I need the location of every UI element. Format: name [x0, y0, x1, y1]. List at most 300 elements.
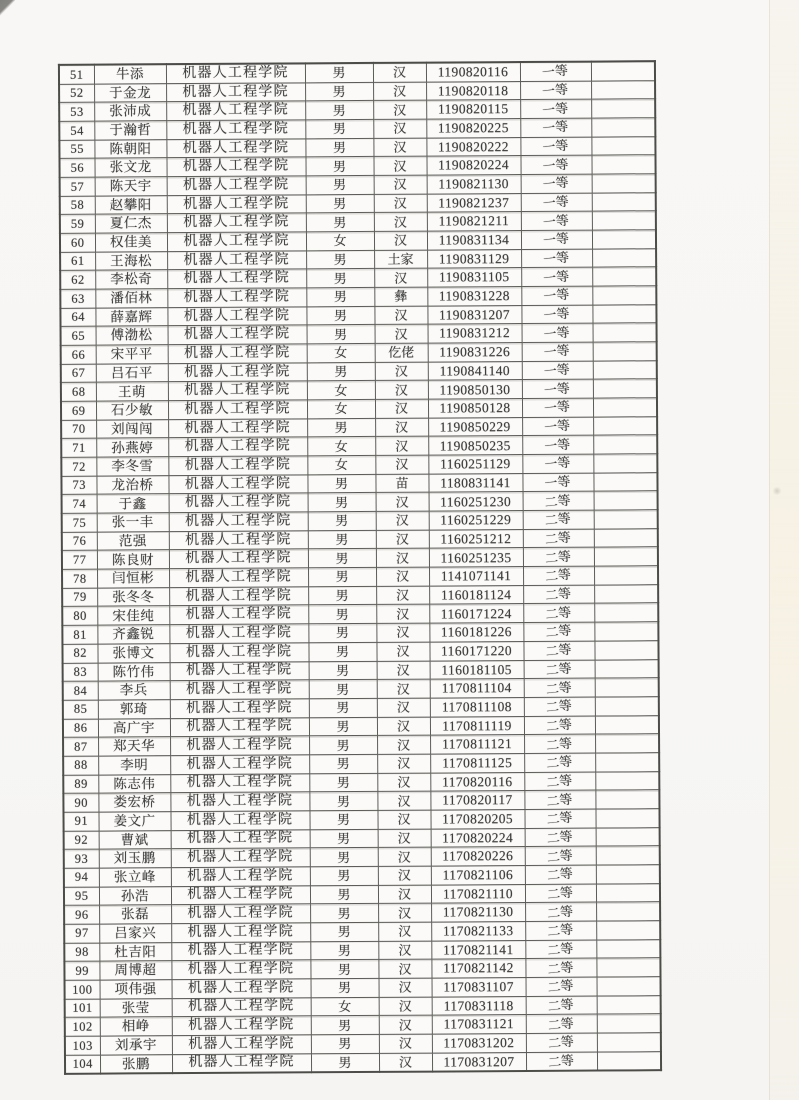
cell-student-id: 1160251235 — [429, 548, 523, 567]
cell-college: 机器人工程学院 — [171, 885, 310, 905]
cell-college: 机器人工程学院 — [168, 363, 307, 383]
cell-blank — [597, 995, 661, 1014]
cell-award-level: 二等 — [524, 753, 595, 772]
cell-college: 机器人工程学院 — [169, 493, 308, 513]
cell-ethnicity: 汉 — [373, 138, 426, 157]
cell-award-level: 二等 — [523, 566, 594, 585]
cell-row-number: 93 — [64, 849, 99, 868]
cell-blank — [594, 603, 658, 622]
cell-gender: 男 — [306, 175, 374, 194]
cell-college: 机器人工程学院 — [166, 101, 305, 121]
cell-award-level: 二等 — [526, 996, 597, 1015]
cell-student-id: 1190821237 — [427, 193, 521, 212]
cell-student-name: 潘佰林 — [95, 289, 167, 308]
cell-college: 机器人工程学院 — [170, 755, 309, 775]
cell-student-name: 刘玉鹏 — [99, 849, 171, 868]
cell-ethnicity: 汉 — [378, 829, 431, 848]
cell-row-number: 90 — [63, 793, 98, 812]
cell-gender: 男 — [311, 1034, 379, 1053]
cell-student-id: 1160181226 — [429, 623, 523, 642]
cell-student-name: 张一丰 — [97, 513, 169, 532]
cell-blank — [595, 809, 659, 828]
cell-student-name: 王萌 — [96, 382, 168, 401]
cell-student-id: 1190850235 — [428, 436, 522, 455]
cell-college: 机器人工程学院 — [168, 400, 307, 420]
cell-ethnicity: 汉 — [378, 922, 431, 941]
cell-gender: 女 — [307, 381, 375, 400]
cell-college: 机器人工程学院 — [172, 1035, 311, 1055]
cell-student-name: 陈天宇 — [95, 177, 167, 196]
cell-college: 机器人工程学院 — [169, 512, 308, 532]
cell-college: 机器人工程学院 — [170, 792, 309, 812]
cell-blank — [597, 977, 661, 996]
cell-student-name: 孙浩 — [99, 886, 171, 905]
cell-gender: 男 — [309, 661, 377, 680]
cell-row-number: 73 — [61, 476, 96, 495]
cell-student-name: 郭琦 — [98, 700, 170, 719]
cell-college: 机器人工程学院 — [172, 1053, 311, 1073]
cell-ethnicity: 汉 — [375, 455, 428, 474]
cell-row-number: 87 — [63, 737, 98, 756]
cell-blank — [595, 659, 659, 678]
cell-award-level: 一等 — [521, 174, 592, 193]
scan-corner-artifact — [0, 0, 15, 16]
cell-blank — [592, 267, 656, 286]
cell-award-level: 一等 — [521, 267, 592, 286]
cell-student-name: 张沛成 — [94, 102, 166, 121]
cell-gender: 男 — [309, 717, 377, 736]
cell-student-id: 1190831134 — [427, 231, 521, 250]
cell-award-level: 一等 — [520, 155, 591, 174]
cell-student-name: 王海松 — [95, 251, 167, 270]
cell-gender: 男 — [307, 325, 375, 344]
cell-award-level: 二等 — [524, 660, 595, 679]
cell-blank — [596, 883, 660, 902]
cell-student-name: 高广宇 — [98, 718, 170, 737]
cell-gender: 女 — [307, 343, 375, 362]
cell-ethnicity: 汉 — [376, 549, 429, 568]
cell-row-number: 66 — [61, 345, 96, 364]
cell-student-id: 1190831105 — [427, 268, 521, 287]
cell-blank — [596, 846, 660, 865]
cell-gender: 男 — [307, 362, 375, 381]
cell-college: 机器人工程学院 — [168, 325, 307, 345]
cell-student-id: 1170820117 — [430, 791, 524, 810]
cell-student-name: 赵攀阳 — [95, 195, 167, 214]
cell-student-id: 1170811121 — [430, 735, 524, 754]
cell-blank — [595, 697, 659, 716]
cell-student-name: 陈志伟 — [98, 774, 170, 793]
cell-blank — [593, 472, 657, 491]
cell-student-name: 宋佳纯 — [97, 606, 169, 625]
cell-row-number: 94 — [64, 868, 99, 887]
cell-gender: 男 — [309, 810, 377, 829]
cell-gender: 男 — [307, 418, 375, 437]
cell-blank — [591, 80, 655, 99]
cell-college: 机器人工程学院 — [167, 213, 306, 233]
cell-blank — [594, 528, 658, 547]
cell-gender: 男 — [305, 82, 373, 101]
student-award-table — [58, 60, 662, 1075]
cell-ethnicity: 汉 — [378, 941, 431, 960]
cell-ethnicity: 汉 — [374, 194, 427, 213]
cell-college: 机器人工程学院 — [171, 960, 310, 980]
cell-student-name: 曹斌 — [99, 830, 171, 849]
cell-ethnicity: 汉 — [374, 175, 427, 194]
cell-gender: 女 — [307, 399, 375, 418]
cell-blank — [594, 566, 658, 585]
cell-college: 机器人工程学院 — [166, 139, 305, 159]
cell-row-number: 99 — [64, 961, 99, 980]
cell-gender: 男 — [308, 530, 376, 549]
cell-student-id: 1190850229 — [428, 417, 522, 436]
cell-college: 机器人工程学院 — [167, 195, 306, 215]
cell-blank — [594, 510, 658, 529]
cell-row-number: 69 — [61, 401, 96, 420]
cell-gender: 女 — [307, 437, 375, 456]
cell-student-name: 张冬冬 — [97, 587, 169, 606]
cell-row-number: 100 — [65, 980, 100, 999]
cell-college: 机器人工程学院 — [170, 661, 309, 681]
cell-row-number: 68 — [61, 383, 96, 402]
cell-row-number: 53 — [59, 102, 94, 121]
cell-student-name: 龙治桥 — [96, 475, 168, 494]
cell-college: 机器人工程学院 — [170, 717, 309, 737]
cell-ethnicity: 苗 — [375, 474, 428, 493]
cell-ethnicity: 汉 — [375, 399, 428, 418]
cell-student-id: 1190820222 — [426, 137, 520, 156]
cell-blank — [593, 416, 657, 435]
cell-student-id: 1170821110 — [431, 884, 525, 903]
cell-blank — [592, 304, 656, 323]
cell-row-number: 98 — [64, 943, 99, 962]
cell-blank — [591, 61, 655, 81]
cell-blank — [592, 248, 656, 267]
cell-gender: 男 — [310, 922, 378, 941]
cell-award-level: 一等 — [522, 473, 593, 492]
cell-gender: 男 — [308, 568, 376, 587]
cell-gender: 男 — [309, 698, 377, 717]
cell-college: 机器人工程学院 — [166, 157, 305, 177]
cell-student-name: 范强 — [97, 531, 169, 550]
cell-award-level: 一等 — [521, 211, 592, 230]
cell-student-name: 张莹 — [100, 998, 172, 1017]
cell-ethnicity: 汉 — [373, 82, 426, 101]
cell-student-name: 杜吉阳 — [99, 942, 171, 961]
cell-row-number: 83 — [63, 663, 98, 682]
cell-row-number: 51 — [59, 65, 94, 84]
cell-gender: 男 — [310, 960, 378, 979]
cell-award-level: 二等 — [523, 548, 594, 567]
cell-row-number: 65 — [61, 327, 96, 346]
cell-student-id: 1160171224 — [429, 604, 523, 623]
cell-ethnicity: 土家 — [374, 250, 427, 269]
cell-ethnicity: 彝 — [374, 287, 427, 306]
cell-ethnicity: 汉 — [376, 605, 429, 624]
cell-row-number: 78 — [62, 569, 97, 588]
cell-award-level: 二等 — [524, 772, 595, 791]
cell-ethnicity: 汉 — [378, 847, 431, 866]
cell-ethnicity: 仡佬 — [375, 343, 428, 362]
cell-row-number: 60 — [60, 233, 95, 252]
cell-ethnicity: 汉 — [377, 661, 430, 680]
cell-row-number: 59 — [60, 214, 95, 233]
cell-blank — [594, 547, 658, 566]
cell-gender: 男 — [308, 549, 376, 568]
cell-college: 机器人工程学院 — [168, 344, 307, 364]
cell-ethnicity: 汉 — [376, 493, 429, 512]
cell-college: 机器人工程学院 — [171, 848, 310, 868]
cell-award-level: 一等 — [520, 99, 591, 118]
cell-student-name: 张磊 — [99, 905, 171, 924]
cell-award-level: 二等 — [526, 1014, 597, 1033]
cell-student-name: 夏仁杰 — [95, 214, 167, 233]
cell-ethnicity: 汉 — [377, 773, 430, 792]
cell-award-level: 二等 — [525, 884, 596, 903]
cell-row-number: 97 — [64, 924, 99, 943]
cell-blank — [594, 584, 658, 603]
cell-blank — [595, 771, 659, 790]
cell-college: 机器人工程学院 — [170, 699, 309, 719]
cell-ethnicity: 汉 — [378, 959, 431, 978]
cell-ethnicity: 汉 — [373, 156, 426, 175]
cell-ethnicity: 汉 — [376, 642, 429, 661]
cell-row-number: 63 — [60, 289, 95, 308]
cell-gender: 女 — [306, 231, 374, 250]
cell-ethnicity: 汉 — [376, 586, 429, 605]
cell-ethnicity: 汉 — [374, 231, 427, 250]
cell-college: 机器人工程学院 — [167, 232, 306, 252]
cell-gender: 女 — [311, 997, 379, 1016]
cell-college: 机器人工程学院 — [167, 288, 306, 308]
cell-award-level: 二等 — [524, 716, 595, 735]
cell-student-id: 1180831141 — [428, 473, 522, 492]
cell-award-level: 二等 — [525, 865, 596, 884]
cell-college: 机器人工程学院 — [166, 82, 305, 102]
cell-award-level: 二等 — [524, 697, 595, 716]
cell-row-number: 102 — [65, 1017, 100, 1036]
cell-blank — [593, 454, 657, 473]
cell-gender: 男 — [305, 157, 373, 176]
cell-award-level: 二等 — [523, 492, 594, 511]
cell-ethnicity: 汉 — [377, 698, 430, 717]
cell-student-name: 周博超 — [99, 961, 171, 980]
cell-student-name: 于鑫 — [97, 494, 169, 513]
cell-student-name: 牛添 — [94, 64, 166, 84]
cell-student-id: 1190831129 — [427, 249, 521, 268]
cell-blank — [595, 790, 659, 809]
cell-row-number: 55 — [59, 140, 94, 159]
cell-ethnicity: 汉 — [377, 754, 430, 773]
cell-gender: 男 — [309, 680, 377, 699]
cell-blank — [593, 435, 657, 454]
cell-student-name: 张鹏 — [100, 1054, 172, 1074]
cell-award-level: 二等 — [524, 790, 595, 809]
cell-ethnicity: 汉 — [377, 791, 430, 810]
cell-row-number: 86 — [63, 719, 98, 738]
cell-student-id: 1190820118 — [426, 81, 520, 100]
cell-award-level: 一等 — [522, 323, 593, 342]
cell-award-level: 一等 — [522, 417, 593, 436]
cell-student-id: 1170831121 — [432, 1015, 526, 1034]
cell-award-level: 一等 — [520, 118, 591, 137]
cell-college: 机器人工程学院 — [171, 829, 310, 849]
cell-college: 机器人工程学院 — [169, 643, 308, 663]
cell-award-level: 一等 — [522, 361, 593, 380]
cell-college: 机器人工程学院 — [171, 867, 310, 887]
cell-college: 机器人工程学院 — [172, 1016, 311, 1036]
cell-ethnicity: 汉 — [377, 810, 430, 829]
cell-student-name: 娄宏桥 — [98, 793, 170, 812]
cell-award-level: 二等 — [525, 846, 596, 865]
cell-student-id: 1190831226 — [428, 343, 522, 362]
cell-student-name: 项伟强 — [100, 980, 172, 999]
cell-gender: 男 — [305, 138, 373, 157]
cell-student-name: 郑天华 — [98, 737, 170, 756]
cell-college: 机器人工程学院 — [167, 307, 306, 327]
cell-college: 机器人工程学院 — [171, 941, 310, 961]
cell-college: 机器人工程学院 — [172, 979, 311, 999]
cell-row-number: 70 — [61, 420, 96, 439]
cell-student-name: 刘闯闯 — [96, 419, 168, 438]
cell-student-id: 1160251212 — [429, 529, 523, 548]
cell-college: 机器人工程学院 — [168, 419, 307, 439]
cell-student-id: 1160251230 — [429, 492, 523, 511]
cell-award-level: 二等 — [523, 604, 594, 623]
cell-student-name: 张立峰 — [99, 868, 171, 887]
cell-award-level: 二等 — [525, 940, 596, 959]
cell-student-id: 1190820224 — [426, 156, 520, 175]
cell-student-name: 张文龙 — [94, 158, 166, 177]
cell-row-number: 104 — [65, 1055, 100, 1074]
cell-blank — [596, 827, 660, 846]
cell-gender: 男 — [305, 63, 373, 83]
cell-award-level: 一等 — [521, 305, 592, 324]
cell-blank — [592, 286, 656, 305]
cell-gender: 女 — [307, 456, 375, 475]
cell-award-level: 二等 — [525, 921, 596, 940]
cell-award-level: 二等 — [524, 809, 595, 828]
cell-college: 机器人工程学院 — [167, 176, 306, 196]
cell-gender: 男 — [308, 493, 376, 512]
cell-student-name: 陈良财 — [97, 550, 169, 569]
cell-row-number: 74 — [62, 495, 97, 514]
cell-ethnicity: 汉 — [379, 1015, 432, 1034]
cell-blank — [591, 118, 655, 137]
cell-award-level: 一等 — [520, 137, 591, 156]
cell-row-number: 64 — [60, 308, 95, 327]
cell-award-level: 一等 — [520, 81, 591, 100]
cell-award-level: 二等 — [523, 529, 594, 548]
cell-gender: 男 — [309, 792, 377, 811]
cell-award-level: 一等 — [521, 193, 592, 212]
cell-student-id: 1190831212 — [428, 324, 522, 343]
cell-row-number: 103 — [65, 1036, 100, 1055]
cell-blank — [593, 323, 657, 342]
cell-blank — [592, 192, 656, 211]
cell-student-id: 1170811119 — [430, 716, 524, 735]
cell-ethnicity: 汉 — [376, 623, 429, 642]
cell-gender: 男 — [306, 306, 374, 325]
cell-row-number: 61 — [60, 252, 95, 271]
cell-ethnicity: 汉 — [374, 268, 427, 287]
cell-row-number: 96 — [64, 905, 99, 924]
cell-gender: 男 — [306, 194, 374, 213]
cell-gender: 男 — [310, 941, 378, 960]
cell-blank — [595, 715, 659, 734]
cell-row-number: 82 — [62, 644, 97, 663]
cell-row-number: 72 — [61, 457, 96, 476]
cell-gender: 男 — [310, 866, 378, 885]
cell-ethnicity: 汉 — [376, 567, 429, 586]
cell-student-name: 于瀚哲 — [94, 121, 166, 140]
cell-student-id: 1190820115 — [426, 100, 520, 119]
cell-award-level: 一等 — [520, 62, 591, 82]
cell-ethnicity: 汉 — [376, 530, 429, 549]
cell-gender: 男 — [305, 119, 373, 138]
cell-gender: 男 — [311, 1016, 379, 1035]
cell-ethnicity: 汉 — [376, 511, 429, 530]
cell-ethnicity: 汉 — [373, 63, 426, 82]
cell-blank — [596, 958, 660, 977]
cell-ethnicity: 汉 — [377, 679, 430, 698]
cell-ethnicity: 汉 — [375, 324, 428, 343]
cell-college: 机器人工程学院 — [170, 811, 309, 831]
cell-ethnicity: 汉 — [378, 903, 431, 922]
cell-college: 机器人工程学院 — [169, 531, 308, 551]
cell-blank — [594, 622, 658, 641]
cell-student-name: 宋平平 — [96, 345, 168, 364]
cell-student-id: 1160251229 — [429, 511, 523, 530]
cell-blank — [593, 360, 657, 379]
cell-student-name: 薛嘉辉 — [95, 307, 167, 326]
cell-student-id: 1190821211 — [427, 212, 521, 231]
cell-award-level: 二等 — [523, 510, 594, 529]
cell-award-level: 一等 — [522, 398, 593, 417]
cell-gender: 男 — [308, 642, 376, 661]
cell-student-name: 齐鑫锐 — [97, 625, 169, 644]
cell-award-level: 二等 — [526, 1033, 597, 1052]
cell-gender: 男 — [308, 512, 376, 531]
cell-blank — [592, 211, 656, 230]
cell-college: 机器人工程学院 — [172, 997, 311, 1017]
cell-college: 机器人工程学院 — [167, 269, 306, 289]
cell-student-id: 1190820116 — [426, 62, 520, 82]
cell-ethnicity: 汉 — [375, 437, 428, 456]
cell-student-name: 石少敏 — [96, 401, 168, 420]
cell-row-number: 85 — [63, 700, 98, 719]
cell-student-id: 1170820116 — [430, 772, 524, 791]
cell-student-id: 1170811125 — [430, 753, 524, 772]
cell-college: 机器人工程学院 — [170, 773, 309, 793]
cell-row-number: 88 — [63, 756, 98, 775]
cell-award-level: 二等 — [525, 902, 596, 921]
cell-student-name: 权佳美 — [95, 233, 167, 252]
cell-award-level: 一等 — [522, 436, 593, 455]
cell-student-id: 1190821130 — [427, 175, 521, 194]
cell-college: 机器人工程学院 — [167, 251, 306, 271]
cell-gender: 男 — [305, 101, 373, 120]
cell-blank — [597, 1014, 661, 1033]
cell-student-id: 1170821106 — [431, 865, 525, 884]
cell-blank — [591, 99, 655, 118]
cell-student-id: 1160181105 — [430, 660, 524, 679]
cell-student-name: 于金龙 — [94, 83, 166, 102]
cell-student-id: 1170811108 — [430, 697, 524, 716]
cell-row-number: 91 — [63, 812, 98, 831]
cell-ethnicity: 汉 — [373, 119, 426, 138]
cell-row-number: 79 — [62, 588, 97, 607]
